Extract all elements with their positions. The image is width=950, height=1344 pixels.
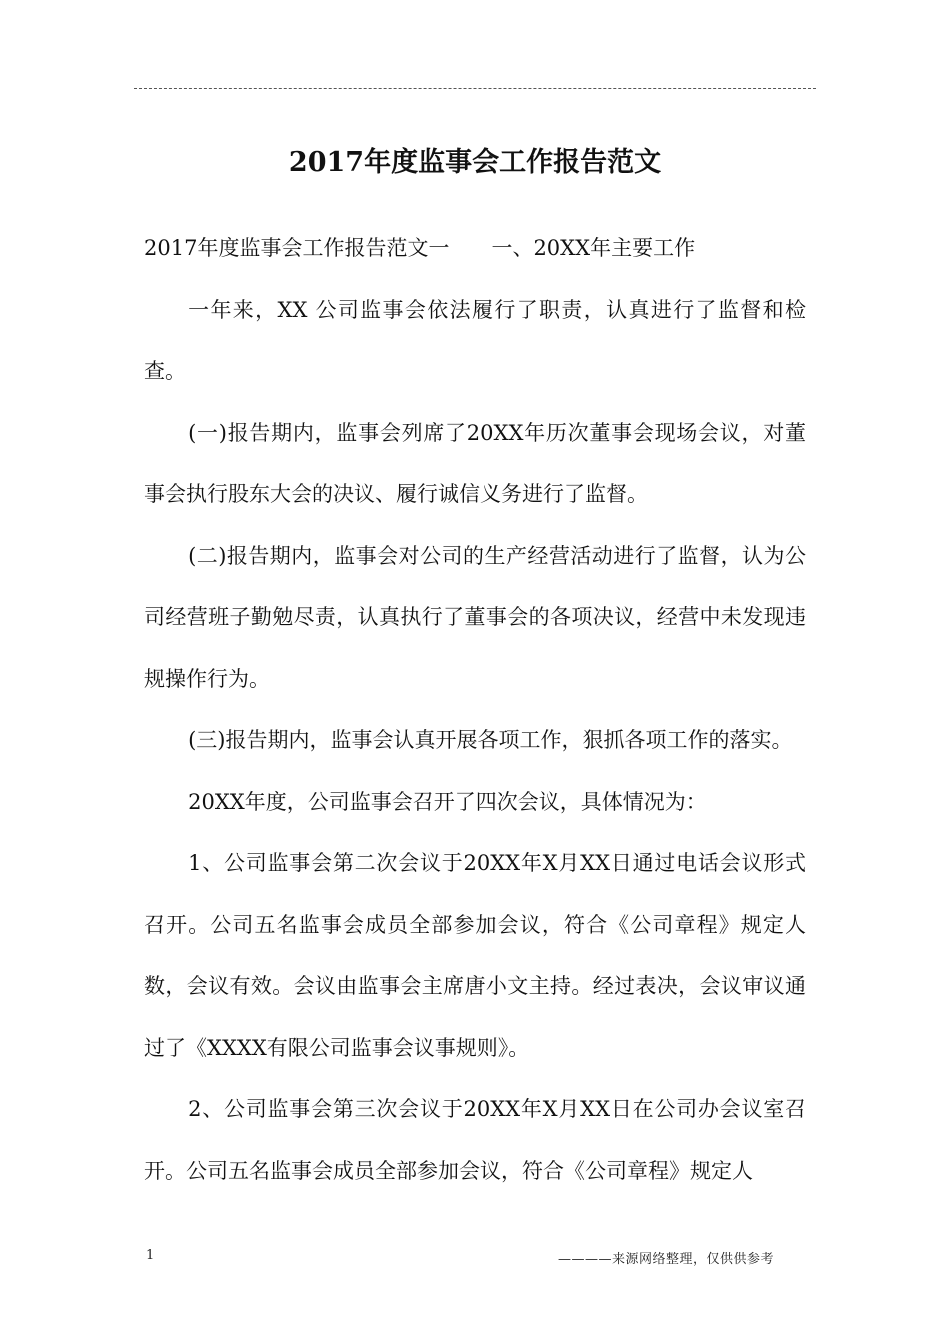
page-number: 1: [146, 1248, 155, 1263]
paragraph-meetings-summary: 20XX年度，公司监事会召开了四次会议，具体情况为：: [188, 789, 707, 814]
footer-source-note: ————来源网络整理，仅供供参考: [557, 1252, 774, 1267]
paragraph-item-1: (一)报告期内，监事会列席了20XX年历次董事会现场会议，对董事会执行股东大会的决议、履行诚信义务进行了监督。: [144, 420, 806, 506]
paragraph-intro: 一年来，XX 公司监事会依法履行了职责，认真进行了监督和检查。: [144, 297, 806, 383]
paragraph-section-heading: 2017年度监事会工作报告范文一 一、20XX年主要工作: [144, 236, 696, 260]
paragraph-item-3: (三)报告期内，监事会认真开展各项工作，狠抓各项工作的落实。: [188, 728, 793, 752]
paragraph-meeting-1: 1、公司监事会第二次会议于20XX年X月XX日通过电话会议形式召开。公司五名监事会成员全部参加会议，符合《公司章程》规定人数，会议有效。会议由监事会主席唐小文主持。经过表决，会议审议通过了《XXXX有限公司监事会议事规则》。: [144, 851, 806, 1060]
paragraph-item-2: (二)报告期内，监事会对公司的生产经营活动进行了监督，认为公司经营班子勤勉尽责，认真执行了董事会的各项决议，经营中未发现违规操作行为。: [144, 543, 806, 691]
document-body: [144, 218, 806, 1202]
paragraph-meeting-2: 2、公司监事会第三次会议于20XX年X月XX日在公司办会议室召开。公司五名监事会成员全部参加会议，符合《公司章程》规定人: [144, 1097, 806, 1183]
header-dashed-rule: [134, 88, 816, 89]
document-title: 2017年度监事会工作报告范文: [288, 147, 662, 178]
